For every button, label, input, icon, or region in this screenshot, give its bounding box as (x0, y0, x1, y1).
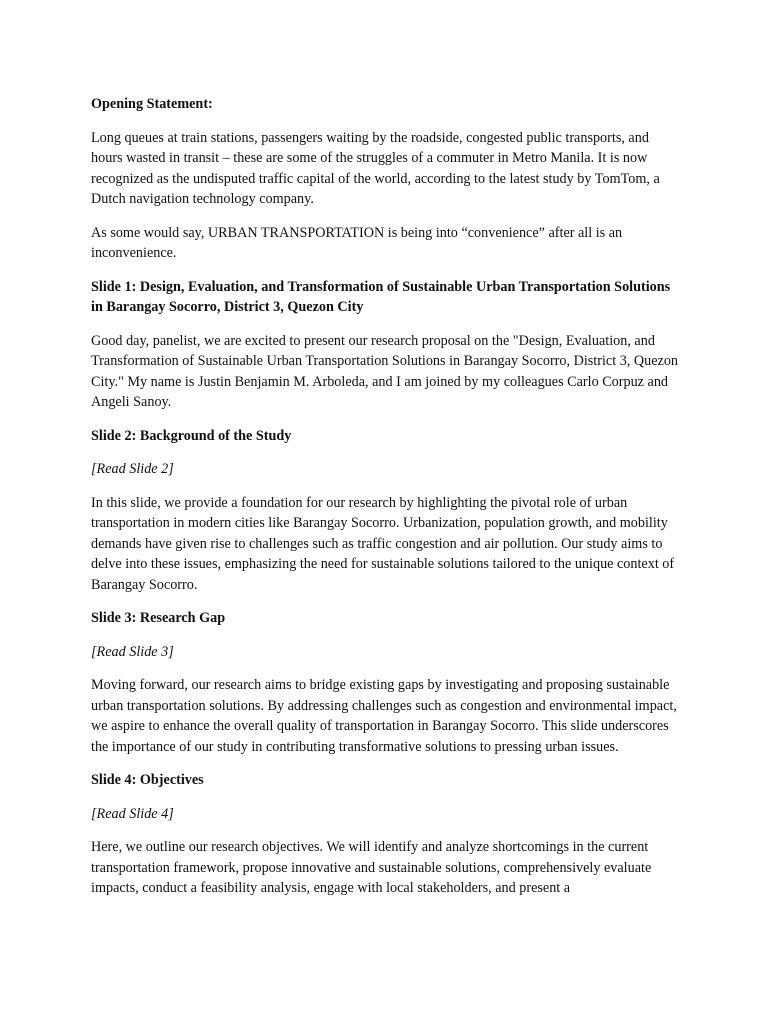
slide-2-paragraph: In this slide, we provide a foundation for our research by highlighting the pivotal role of urban transportation in modern cities like Barangay Socorro. Urbanization, population growth, and mobility demands have given rise to challenges such as traffic congestion and air pollution. Our study aims to delve into these issues, emphasizing the need for sustainable solutions tailored to the unique context of Barangay Socorro. (91, 494, 675, 593)
document-page (91, 94, 681, 912)
slide-3-paragraph: Moving forward, our research aims to bridge existing gaps by investigating and proposing sustainable urban transportation solutions. By addressing challenges such as congestion and environmental impact, we aspire to enhance the overall quality of transportation in Barangay Socorro. This slide underscores the importance of our study in contributing transformative solutions to pressing urban issues. (91, 677, 677, 755)
slide-4-heading: Slide 4: Objectives (91, 772, 204, 788)
slide-4-read-note: [Read Slide 4] (91, 805, 174, 822)
slide-2-read-note: [Read Slide 2] (91, 461, 174, 477)
opening-paragraph-2: As some would say, URBAN TRANSPORTATION is being into “convenience” after all is an inconvenience. (91, 224, 623, 261)
slide-4-paragraph: Here, we outline our research objectives. We will identify and analyze shortcomings in the current transportation framework, propose innovative and sustainable solutions, comprehensively evaluate impacts, conduct a feasibility analysis, engage with local stakeholders, and present a (91, 839, 652, 896)
slide-3-read-note: [Read Slide 3] (91, 643, 174, 660)
opening-paragraph-1: Long queues at train stations, passengers waiting by the roadside, congested public transports, and hours wasted in transit – these are some of the struggles of a commuter in Metro Manila. It is now recognized as the undisputed traffic capital of the world, according to the latest study by TomTom, a Dutch navigation technology company. (91, 129, 660, 207)
slide-1-paragraph: Good day, panelist, we are excited to present our research proposal on the "Design, Evaluation, and Transformation of Sustainable Urban Transportation Solutions in Barangay Socorro, District 3, Quezon City." My name is Justin Benjamin M. Arboleda, and I am joined by my colleagues Carlo Corpuz and Angeli Sanoy. (91, 332, 679, 410)
slide-3-heading: Slide 3: Research Gap (91, 610, 226, 626)
opening-statement-heading: Opening Statement: (91, 96, 213, 112)
slide-1-heading: Slide 1: Design, Evaluation, and Transformation of Sustainable Urban Transportation Solutions in Barangay Socorro, District 3, Quezon City (91, 278, 671, 315)
slide-2-heading: Slide 2: Background of the Study (91, 427, 292, 444)
